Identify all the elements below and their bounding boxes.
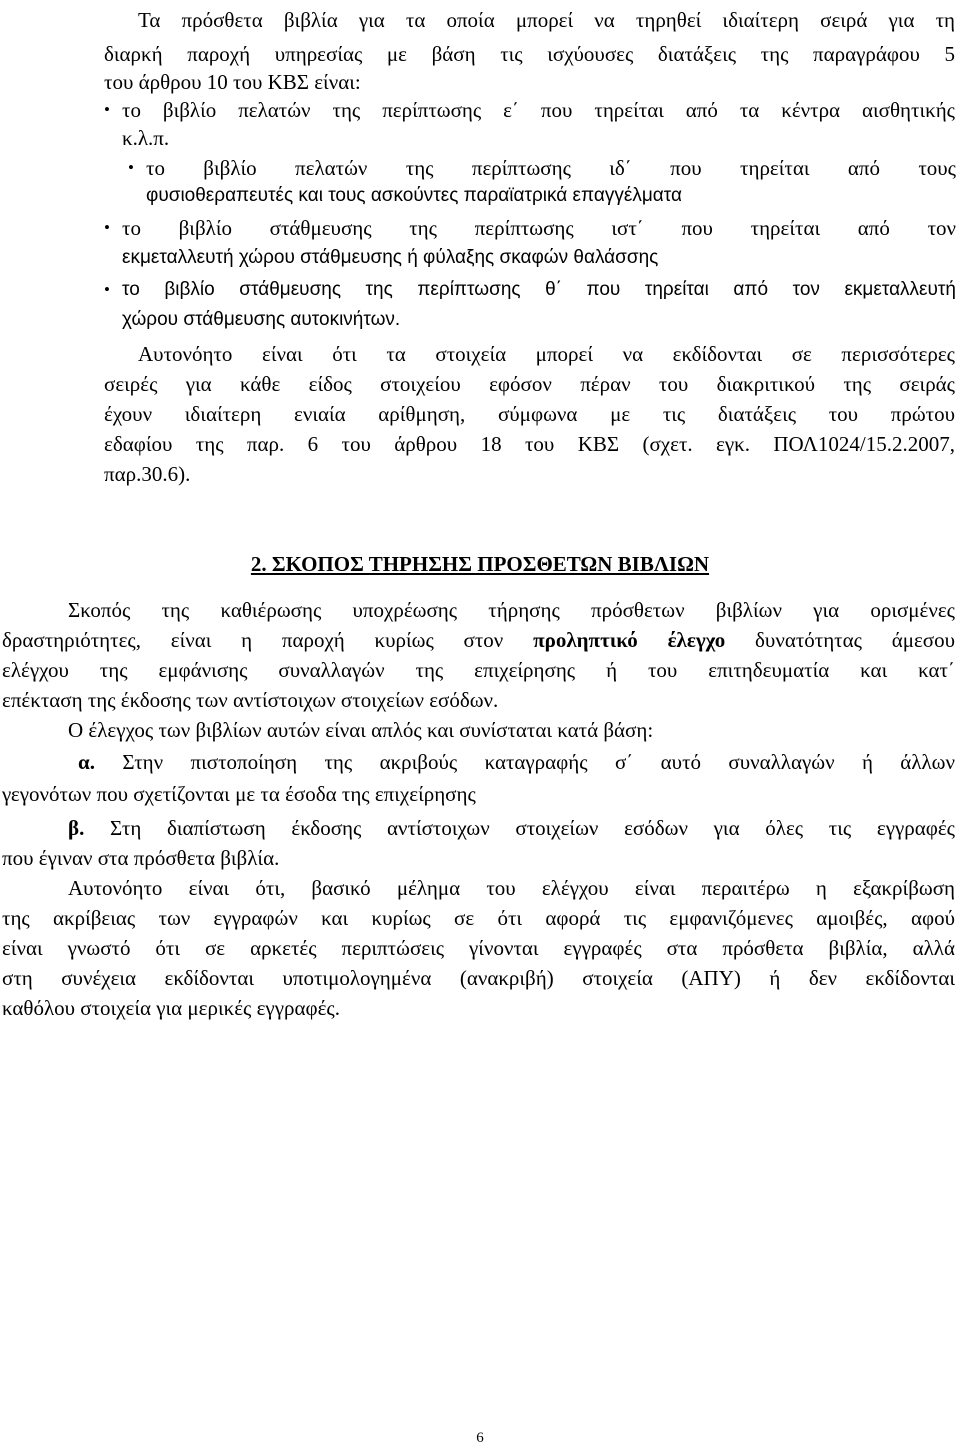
paragraph-line: γεγονότων που σχετίζονται με τα έσοδα της επιχείρησης: [2, 782, 476, 806]
bullet-text: το βιβλίο πελατών της περίπτωσης ε΄ που τηρείται από τα κέντρα αισθητικής: [122, 98, 955, 122]
bullet-text: το βιβλίο στάθμευσης της περίπτωσης ιστ΄ που τηρείται από τον: [122, 216, 956, 240]
list-item-b: [68, 814, 955, 842]
paragraph-line: Αυτονόητο είναι ότι τα στοιχεία μπορεί να εκδίδονται σε περισσότερες: [138, 342, 955, 366]
paragraph-line: Αυτονόητο είναι ότι, βασικό μέλημα του ελέγχου είναι περαιτέρω η εξακρίβωση: [68, 876, 955, 900]
paragraph-line: στη συνέχεια εκδίδονται υποτιμολογημένα (ανακριβή) στοιχεία (ΑΠΥ) ή δεν εκδίδονται: [2, 966, 955, 990]
paragraph-line: παρ.30.6).: [104, 462, 191, 486]
item-label: α.: [78, 750, 95, 774]
paragraph-line: είναι γνωστό ότι σε αρκετές περιπτώσεις γίνονται εγγραφές στα πρόσθετα βιβλία, αλλά: [2, 936, 955, 960]
bullet-marker: •: [104, 218, 110, 237]
section-heading: 2. ΣΚΟΠΟΣ ΤΗΡΗΣΗΣ ΠΡΟΣΘΕΤΩΝ ΒΙΒΛΙΩΝ: [250, 552, 710, 576]
bullet-text: το βιβλίο πελατών της περίπτωσης ιδ΄ που τηρείται από τους: [146, 156, 956, 180]
bullet-marker: •: [104, 280, 110, 299]
paragraph-line: καθόλου στοιχεία για μερικές εγγραφές.: [2, 996, 340, 1020]
bullet-text: εκμεταλλευτή χώρου στάθμευσης ή φύλαξης σκαφών θαλάσσης: [122, 247, 659, 268]
paragraph-line: που έγιναν στα πρόσθετα βιβλία.: [2, 846, 280, 870]
paragraph-line: [2, 626, 955, 654]
emphasis-text: προληπτικό έλεγχο: [533, 628, 726, 652]
bullet-text: κ.λ.π.: [122, 126, 170, 150]
bullet-text: χώρου στάθμευσης αυτοκινήτων.: [122, 309, 401, 330]
paragraph-line: επέκταση της έκδοσης των αντίστοιχων στοιχείων εσόδων.: [2, 688, 499, 712]
paragraph-line: έχουν ιδιαίτερη ενιαία αρίθμηση, σύμφωνα με τις διατάξεις του πρώτου: [104, 402, 955, 426]
bullet-marker: •: [128, 158, 134, 177]
paragraph-line: Σκοπός της καθιέρωσης υποχρέωσης τήρησης πρόσθετων βιβλίων για ορισμένες: [68, 598, 955, 622]
list-item-a: [78, 748, 955, 776]
bullet-text: το βιβλίο στάθμευσης της περίπτωσης θ΄ που τηρείται από τον εκμεταλλευτή: [122, 279, 956, 300]
bullet-text: φυσιοθεραπευτές και τους ασκούντες παραϊατρικά επαγγέλματα: [146, 185, 682, 206]
paragraph-text: δραστηριότητες, είναι η παροχή κυρίως στον: [2, 628, 504, 652]
item-label: β.: [68, 816, 85, 840]
paragraph-line: σειρές για κάθε είδος στοιχείου εφόσον πέραν του διακριτικού της σειράς: [104, 372, 955, 396]
intro-line: του άρθρου 10 του ΚΒΣ είναι:: [104, 70, 361, 94]
paragraph-line: της ακρίβειας των εγγραφών και κυρίως σε ότι αφορά τις εμφανιζόμενες αμοιβές, αφού: [2, 906, 955, 930]
intro-line: Τα πρόσθετα βιβλία για τα οποία μπορεί να τηρηθεί ιδιαίτερη σειρά για τη: [138, 8, 955, 32]
paragraph-line: Ο έλεγχος των βιβλίων αυτών είναι απλός και συνίσταται κατά βάση:: [68, 718, 654, 742]
page-number: 6: [476, 1430, 484, 1446]
intro-line: διαρκή παροχή υπηρεσίας με βάση τις ισχύουσες διατάξεις της παραγράφου 5: [104, 42, 955, 66]
item-text: Στην πιστοποίηση της ακριβούς καταγραφής σ΄ αυτό συναλλαγών ή άλλων: [122, 750, 955, 774]
item-text: Στη διαπίστωση έκδοσης αντίστοιχων στοιχείων εσόδων για όλες τις εγγραφές: [110, 816, 955, 840]
paragraph-line: ελέγχου της εμφάνισης συναλλαγών της επιχείρησης ή του επιτηδευματία και κατ΄: [2, 658, 955, 682]
bullet-marker: •: [104, 100, 110, 119]
paragraph-text: δυνατότητας άμεσου: [755, 628, 955, 652]
paragraph-line: εδαφίου της παρ. 6 του άρθρου 18 του ΚΒΣ (σχετ. εγκ. ΠΟΛ1024/15.2.2007,: [104, 432, 955, 456]
